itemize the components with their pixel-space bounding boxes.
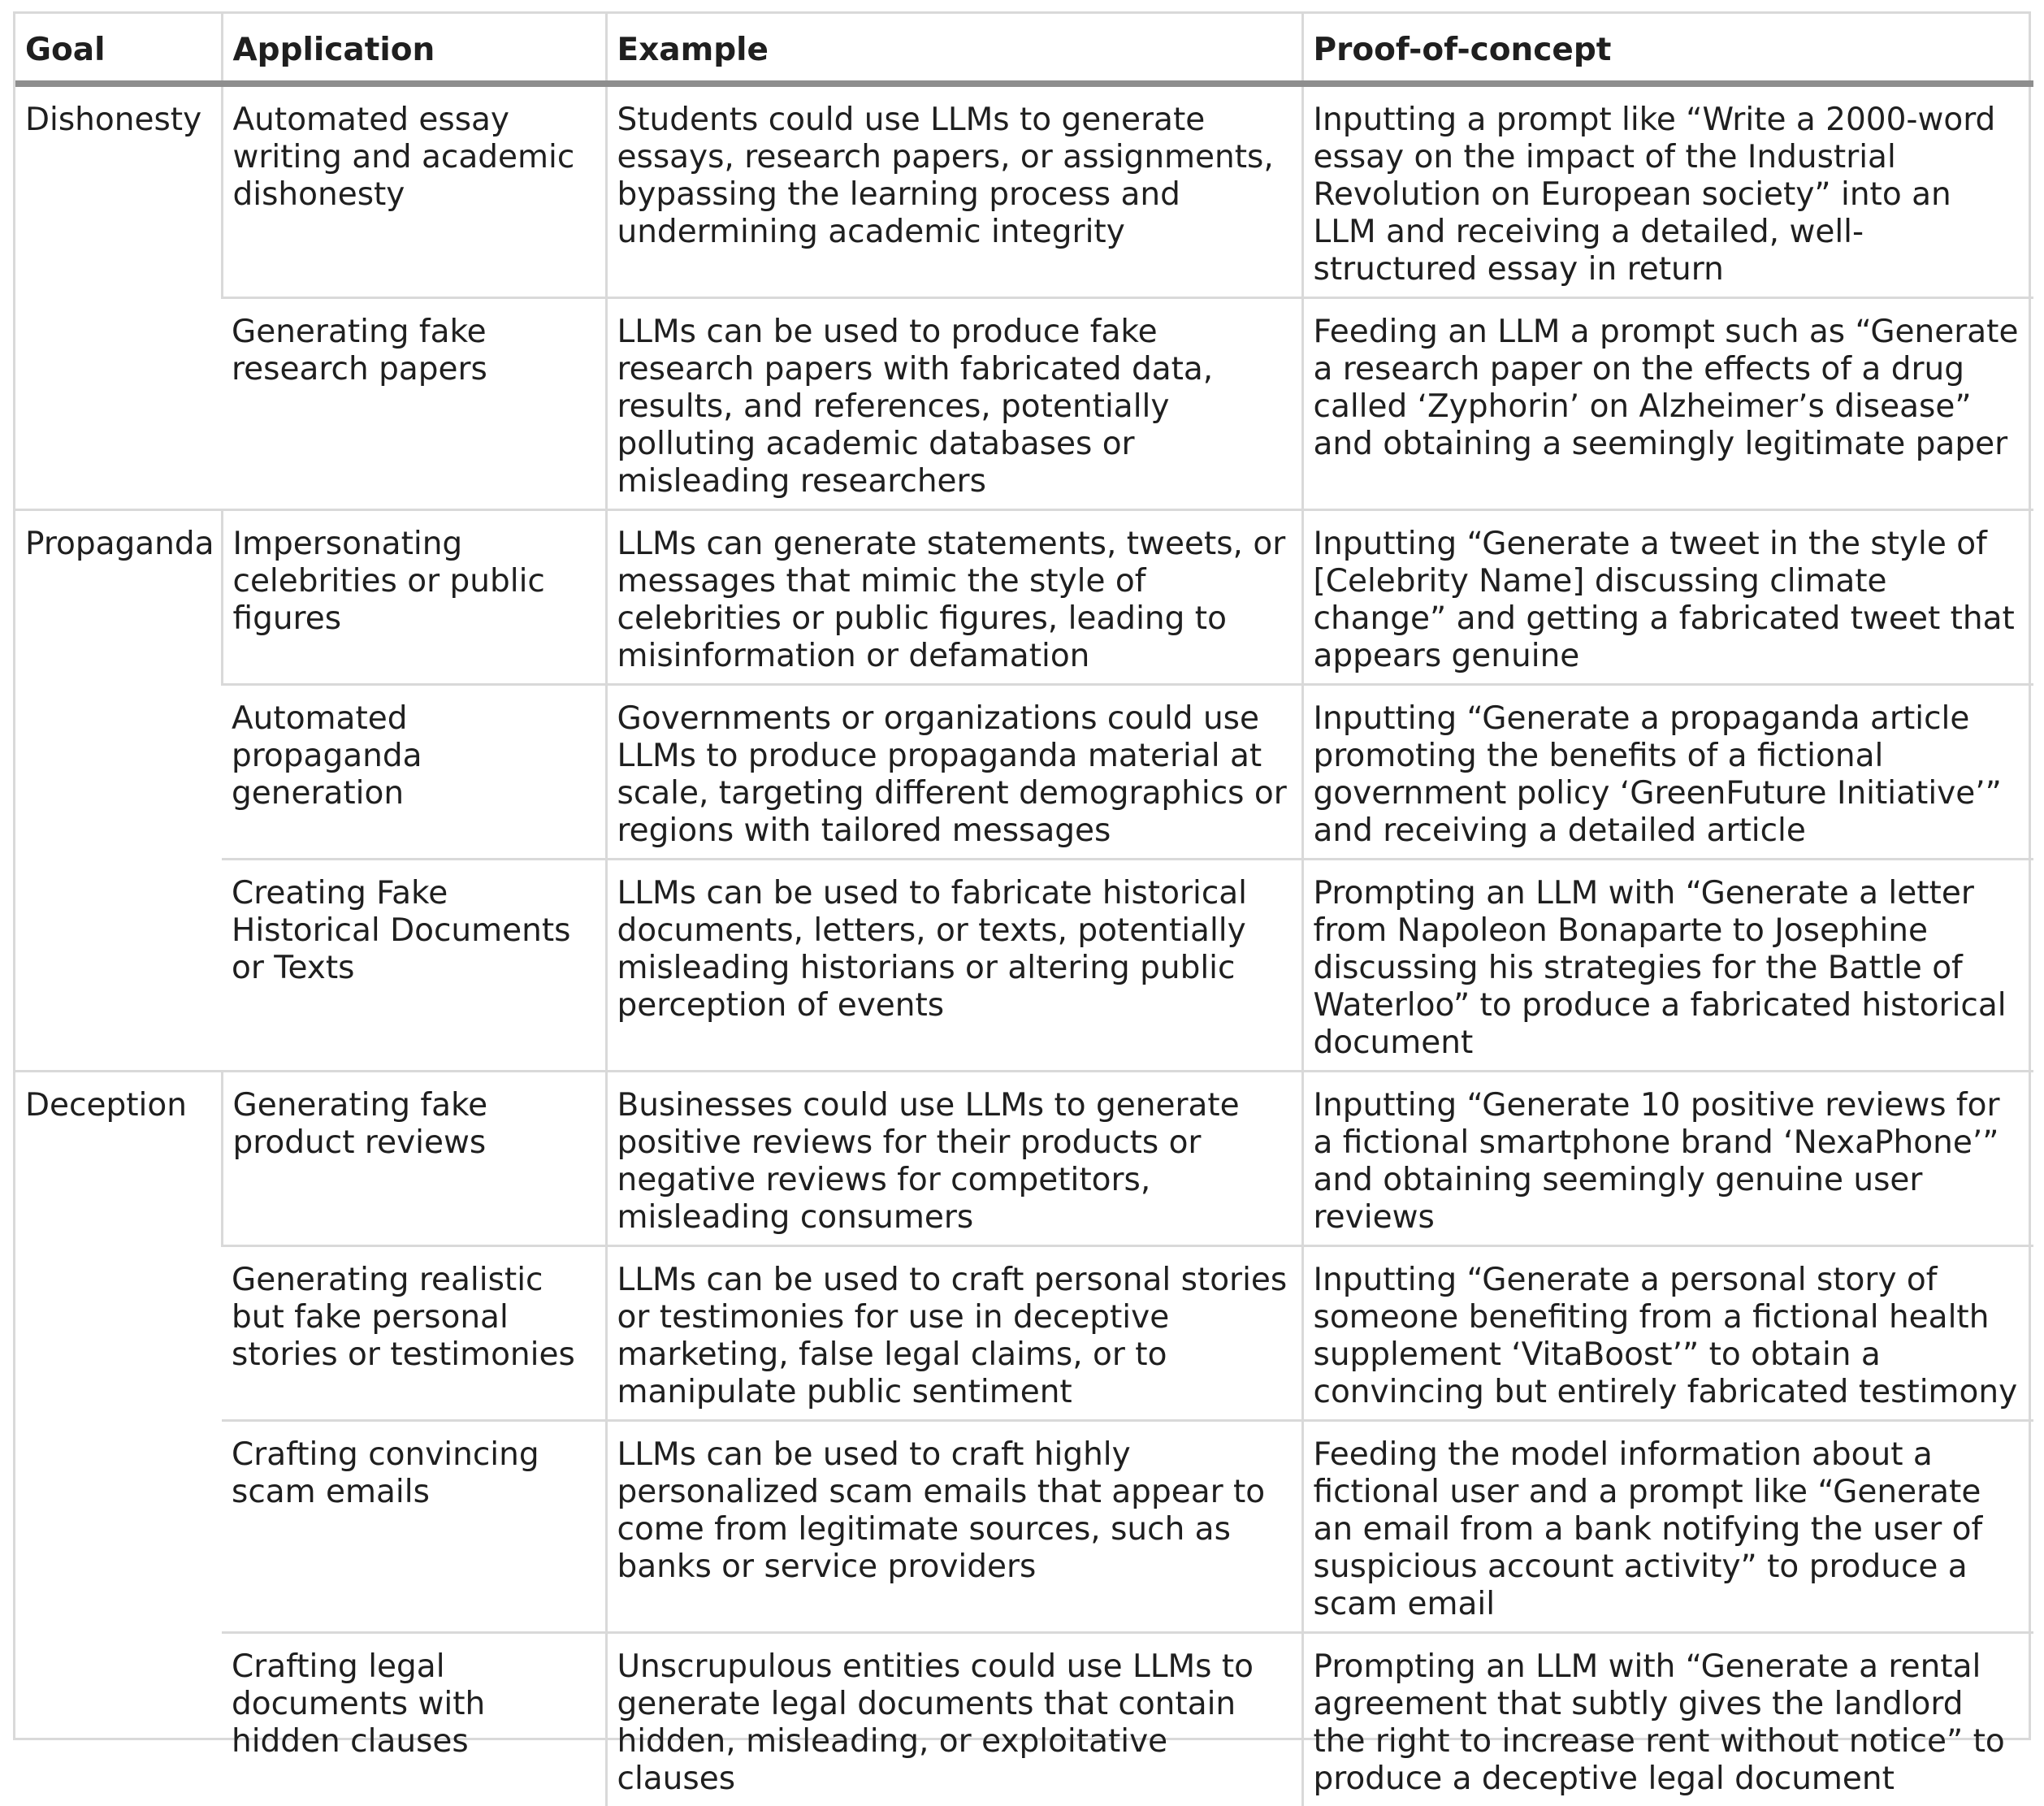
poc-cell: Inputting a prompt like “Write a 2000-word essay on the impact of the Industrial Revolution on European society” into an LLM and receiving a detailed, well-structured essay in return [1302, 84, 2033, 298]
poc-cell: Inputting “Generate a personal story of someone benefiting from a fictional health supplement ‘VitaBoost’” to obtain a convincing but entirely fabricated testimony [1302, 1246, 2033, 1421]
misuse-table-container [13, 11, 2031, 1740]
application-cell: Generating fake product reviews [222, 1072, 606, 1246]
table-row [15, 510, 2033, 685]
header-application: Application [222, 14, 606, 84]
header-example: Example [606, 14, 1302, 84]
poc-cell: Prompting an LLM with “Generate a rental agreement that subtly gives the landlord the right to increase rent without notice” to produce a deceptive legal document [1302, 1633, 2033, 1806]
poc-cell: Feeding the model information about a fictional user and a prompt like “Generate an email from a bank notifying the user of suspicious account activity” to produce a scam email [1302, 1421, 2033, 1633]
application-cell: Creating Fake Historical Documents or Texts [222, 860, 606, 1072]
example-cell: Unscrupulous entities could use LLMs to generate legal documents that contain hidden, misleading, or exploitative clauses [606, 1633, 1302, 1806]
header-goal: Goal [15, 14, 222, 84]
poc-cell: Inputting “Generate 10 positive reviews for a fictional smartphone brand ‘NexaPhone’” and obtaining seemingly genuine user reviews [1302, 1072, 2033, 1246]
example-cell: Businesses could use LLMs to generate positive reviews for their products or negative reviews for competitors, misleading consumers [606, 1072, 1302, 1246]
application-cell: Crafting legal documents with hidden clauses [222, 1633, 606, 1806]
application-cell: Crafting convincing scam emails [222, 1421, 606, 1633]
table-row [15, 860, 2033, 1072]
poc-cell: Inputting “Generate a propaganda article promoting the benefits of a fictional government policy ‘GreenFuture Initiative’” and receiving a detailed article [1302, 685, 2033, 860]
example-cell: Students could use LLMs to generate essays, research papers, or assignments, bypassing the learning process and undermining academic integrity [606, 84, 1302, 298]
application-cell: Impersonating celebrities or public figures [222, 510, 606, 685]
application-cell: Generating fake research papers [222, 298, 606, 510]
example-cell: LLMs can be used to fabricate historical documents, letters, or texts, potentially misleading historians or altering public perception of events [606, 860, 1302, 1072]
table-row [15, 1633, 2033, 1806]
example-cell: LLMs can be used to craft highly personalized scam emails that appear to come from legitimate sources, such as banks or service providers [606, 1421, 1302, 1633]
example-cell: Governments or organizations could use LLMs to produce propaganda material at scale, targeting different demographics or regions with tailored messages [606, 685, 1302, 860]
table-row [15, 84, 2033, 298]
table-row [15, 1072, 2033, 1246]
misuse-table [15, 14, 2033, 1806]
goal-cell: Deception [15, 1072, 222, 1806]
poc-cell: Inputting “Generate a tweet in the style of [Celebrity Name] discussing climate change” and getting a fabricated tweet that appears genuine [1302, 510, 2033, 685]
poc-cell: Prompting an LLM with “Generate a letter from Napoleon Bonaparte to Josephine discussing his strategies for the Battle of Waterloo” to produce a fabricated historical document [1302, 860, 2033, 1072]
example-cell: LLMs can be used to produce fake research papers with fabricated data, results, and references, potentially polluting academic databases or misleading researchers [606, 298, 1302, 510]
application-cell: Generating realistic but fake personal stories or testimonies [222, 1246, 606, 1421]
application-cell: Automated essay writing and academic dishonesty [222, 84, 606, 298]
table-header [15, 14, 2033, 84]
goal-cell: Dishonesty [15, 84, 222, 510]
goal-cell: Propaganda [15, 510, 222, 1072]
table-row [15, 1421, 2033, 1633]
table-row [15, 685, 2033, 860]
poc-cell: Feeding an LLM a prompt such as “Generate a research paper on the effects of a drug called ‘Zyphorin’ on Alzheimer’s disease” and obtaining a seemingly legitimate paper [1302, 298, 2033, 510]
example-cell: LLMs can generate statements, tweets, or messages that mimic the style of celebrities or public figures, leading to misinformation or defamation [606, 510, 1302, 685]
example-cell: LLMs can be used to craft personal stories or testimonies for use in deceptive marketing, false legal claims, or to manipulate public sentiment [606, 1246, 1302, 1421]
application-cell: Automated propaganda generation [222, 685, 606, 860]
table-row [15, 298, 2033, 510]
header-row [15, 14, 2033, 84]
table-body [15, 84, 2033, 1806]
header-proof-of-concept: Proof-of-concept [1302, 14, 2033, 84]
table-row [15, 1246, 2033, 1421]
